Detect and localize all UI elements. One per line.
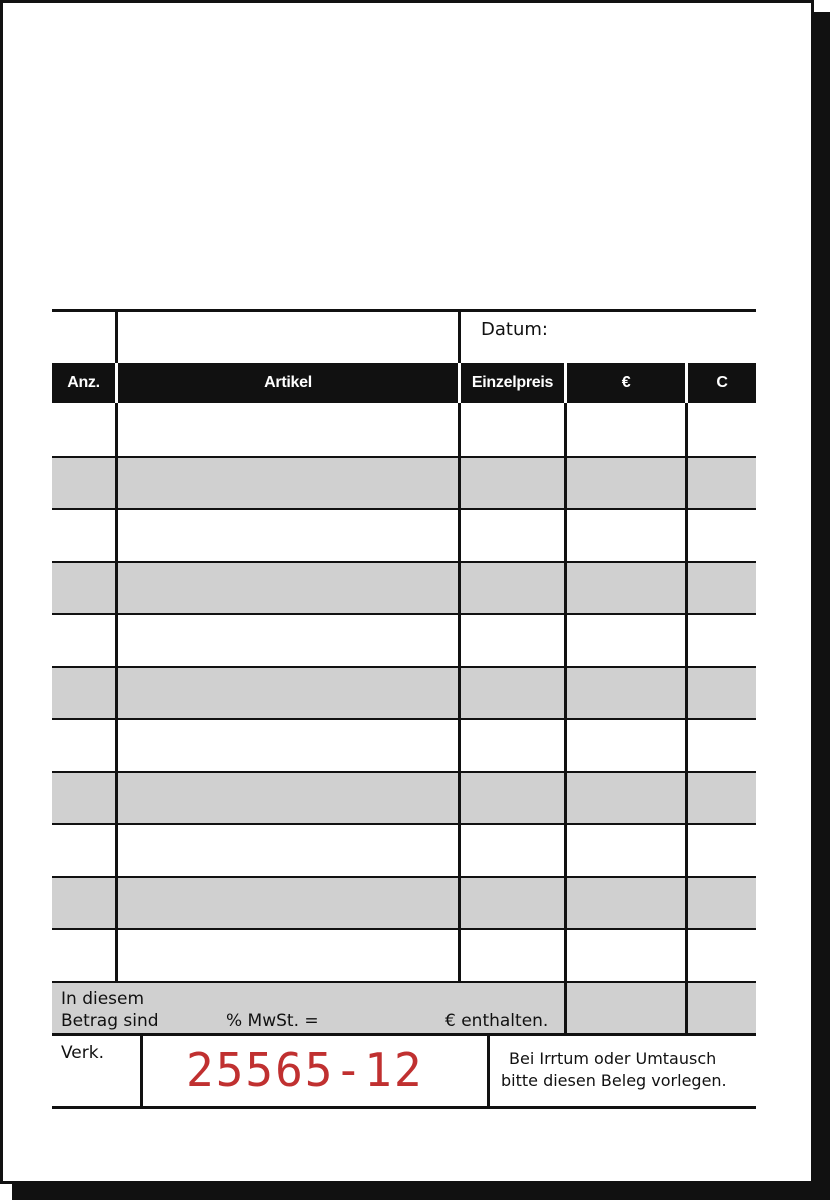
column-divider-anz	[115, 403, 118, 981]
row-separator	[52, 613, 756, 615]
row-separator	[52, 561, 756, 563]
item-row[interactable]	[52, 405, 756, 456]
column-divider-einzelpreis	[564, 403, 567, 1035]
vat-bottom-rule	[52, 1033, 756, 1036]
verk-divider	[140, 1036, 143, 1106]
row-separator	[52, 876, 756, 878]
item-row[interactable]	[52, 878, 756, 929]
column-header-artikel: Artikel	[264, 374, 312, 391]
item-row[interactable]	[52, 615, 756, 666]
vat-line-2: Betrag sind	[61, 1011, 159, 1031]
serial-number: 25565-12	[186, 1043, 424, 1097]
date-field[interactable]	[552, 314, 752, 354]
item-row[interactable]	[52, 510, 756, 561]
row-separator	[52, 456, 756, 458]
vat-line-1: In diesem	[61, 989, 145, 1009]
verk-label: Verk.	[61, 1043, 105, 1063]
vat-mwst-label: % MwSt. =	[226, 1011, 319, 1031]
column-divider-artikel	[458, 403, 461, 981]
date-box-right-divider	[458, 309, 461, 369]
item-row[interactable]	[52, 825, 756, 876]
vat-divider-cent	[685, 981, 688, 1035]
row-separator	[52, 823, 756, 825]
vat-divider-euro	[564, 981, 567, 1035]
column-header-cent: C	[716, 374, 728, 391]
row-separator	[52, 508, 756, 510]
date-box-left-divider	[115, 309, 118, 369]
bottom-rule	[52, 1106, 756, 1109]
notice-line-1: Bei Irrtum oder Umtausch	[509, 1049, 717, 1068]
row-separator	[52, 718, 756, 720]
row-separator	[52, 928, 756, 930]
date-label: Datum:	[481, 319, 548, 340]
column-header-einzelpreis: Einzelpreis	[471, 374, 554, 391]
row-separator	[52, 771, 756, 773]
item-row[interactable]	[52, 930, 756, 981]
vat-enthalten-label: € enthalten.	[445, 1011, 549, 1031]
item-row[interactable]	[52, 668, 756, 719]
top-rule	[52, 309, 756, 312]
column-header-anz: Anz.	[67, 374, 100, 391]
column-divider-euro	[685, 403, 688, 1035]
item-row[interactable]	[52, 458, 756, 509]
column-header-euro: €	[621, 374, 631, 391]
notice-line-2: bitte diesen Beleg vorlegen.	[501, 1071, 727, 1090]
item-row[interactable]	[52, 563, 756, 614]
item-row[interactable]	[52, 720, 756, 771]
row-separator	[52, 666, 756, 668]
item-row[interactable]	[52, 773, 756, 824]
notice-divider	[487, 1036, 490, 1106]
